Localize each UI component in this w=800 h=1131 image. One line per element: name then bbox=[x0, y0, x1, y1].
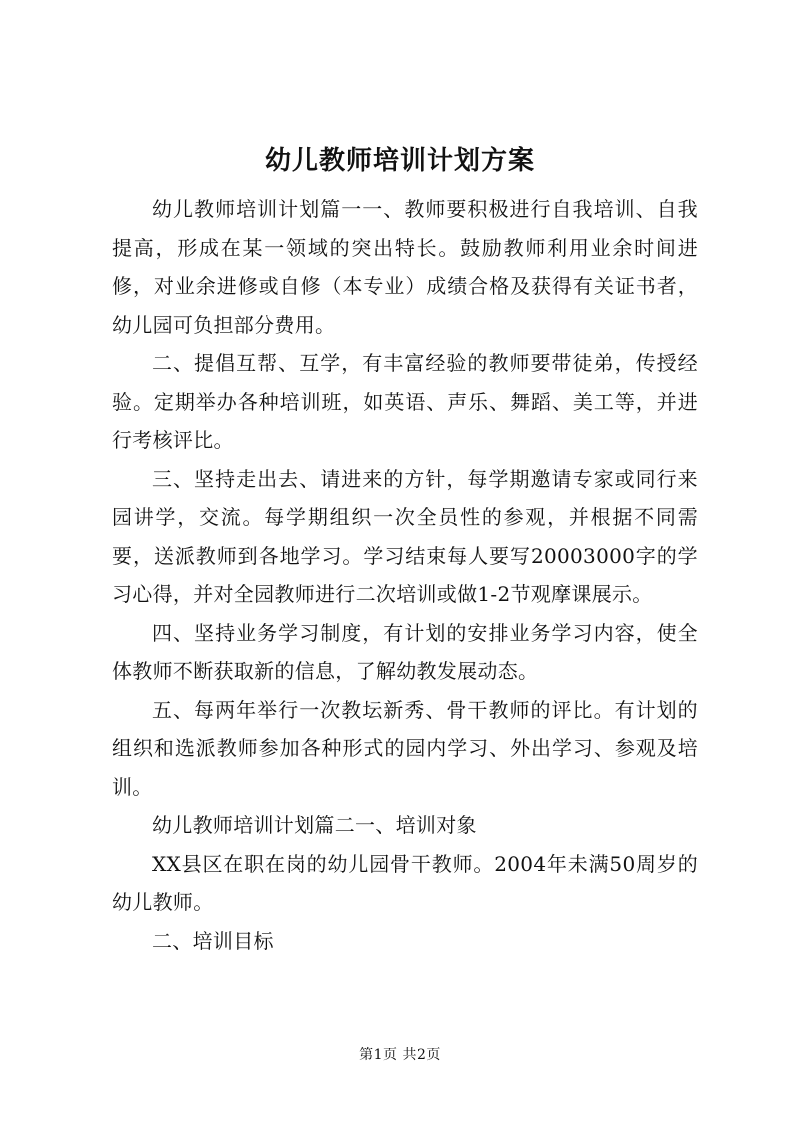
document-body bbox=[112, 190, 698, 960]
paragraph-7: XX县区在职在岗的幼儿园骨干教师。2004年未满50周岁的幼儿教师。 bbox=[112, 851, 698, 914]
paragraph-2: 二、提倡互帮、互学，有丰富经验的教师要带徒弟，传授经验。定期举办各种培训班，如英语、声乐、舞蹈、美工等，并进行考核评比。 bbox=[112, 351, 698, 452]
document-title: 幼儿教师培训计划方案 bbox=[264, 146, 535, 176]
paragraph-4: 四、坚持业务学习制度，有计划的安排业务学习内容，使全体教师不断获取新的信息，了解幼教发展动态。 bbox=[112, 620, 698, 683]
paragraph-8: 二、培训目标 bbox=[152, 928, 274, 953]
paragraph-5: 五、每两年举行一次教坛新秀、骨干教师的评比。有计划的组织和选派教师参加各种形式的园内学习、外出学习、参观及培训。 bbox=[112, 697, 698, 799]
paragraph-6: 幼儿教师培训计划篇二一、培训对象 bbox=[152, 813, 477, 837]
paragraph-3: 三、坚持走出去、请进来的方针，每学期邀请专家或同行来园讲学，交流。每学期组织一次全员性的参观，并根据不同需要，送派教师到各地学习。学习结束每人要写20003000字的学习心得，并对全园教师进行二次培训或做1-2节观摩课展示。 bbox=[112, 466, 698, 606]
page-footer: 第1页 共2页 bbox=[359, 1047, 441, 1063]
paragraph-1: 幼儿教师培训计划篇一一、教师要积极进行自我培训、自我提高，形成在某一领域的突出特长。鼓励教师利用业余时间进修，对业余进修或自修（本专业）成绩合格及获得有关证书者，幼儿园可负担部分费用。 bbox=[112, 197, 698, 337]
